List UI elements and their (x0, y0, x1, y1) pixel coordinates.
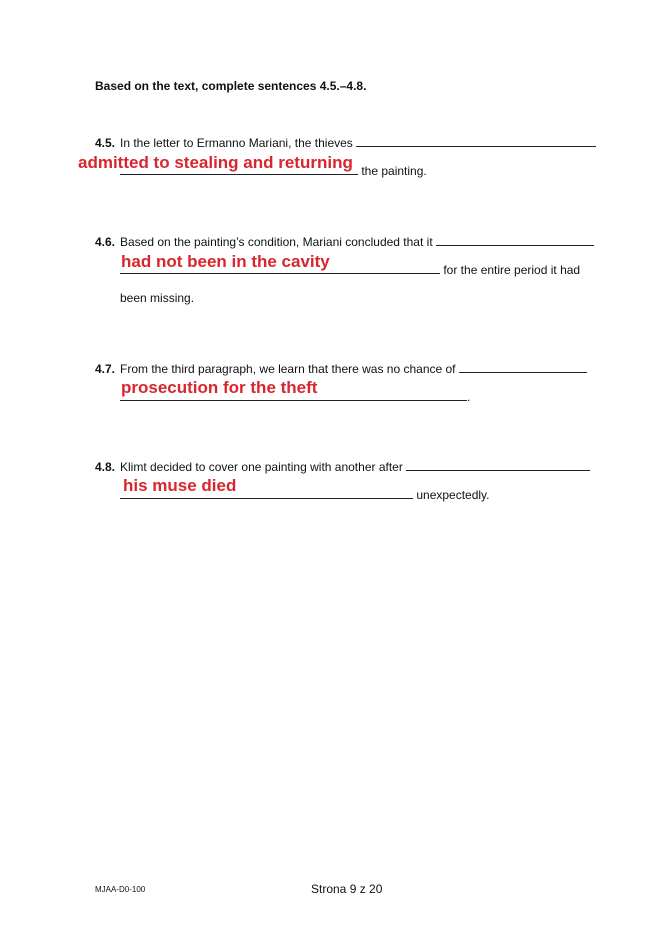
answer-blank[interactable] (120, 488, 413, 499)
item-4-7-line1 (95, 362, 587, 376)
item-text: Based on the painting’s condition, Mariani concluded that it (120, 235, 433, 249)
item-text-after: . (467, 390, 471, 404)
item-number: 4.5. (95, 136, 116, 150)
answer-blank[interactable] (459, 362, 587, 373)
answer-blank[interactable] (120, 263, 440, 274)
item-4-6-line1 (95, 235, 594, 249)
handwritten-answer: had not been in the cavity (121, 252, 330, 271)
item-number: 4.8. (95, 460, 116, 474)
item-text-after: for the entire period it had (443, 263, 581, 277)
item-4-7-line2 (120, 390, 470, 404)
answer-blank[interactable] (120, 390, 467, 401)
item-4-8-line2 (120, 488, 490, 502)
page-number: Strona 9 z 20 (311, 882, 383, 896)
item-text: been missing. (120, 291, 195, 305)
handwritten-answer: his muse died (123, 476, 237, 495)
instruction-heading: Based on the text, complete sentences 4.5.–4.8. (95, 79, 367, 93)
item-4-8-line1 (95, 460, 590, 474)
item-text-after: unexpectedly. (416, 488, 490, 502)
answer-blank[interactable] (436, 235, 594, 246)
item-number: 4.6. (95, 235, 116, 249)
item-text-after: the painting. (361, 164, 427, 178)
answer-blank[interactable] (406, 460, 590, 471)
item-4-6-line3 (120, 291, 194, 305)
item-text: From the third paragraph, we learn that there was no chance of (120, 362, 456, 376)
item-4-6-line2 (120, 263, 580, 277)
item-number: 4.7. (95, 362, 116, 376)
item-text: Klimt decided to cover one painting with another after (120, 460, 403, 474)
item-4-5-line2 (120, 164, 427, 178)
item-text: In the letter to Ermanno Mariani, the thieves (120, 136, 353, 150)
answer-blank[interactable] (356, 136, 596, 147)
answer-blank[interactable] (120, 164, 358, 175)
exam-code: MJAA-D0-100 (95, 885, 146, 894)
item-4-5-line1 (95, 136, 596, 150)
handwritten-answer: prosecution for the theft (121, 378, 318, 397)
handwritten-answer: admitted to stealing and returning (78, 153, 353, 172)
